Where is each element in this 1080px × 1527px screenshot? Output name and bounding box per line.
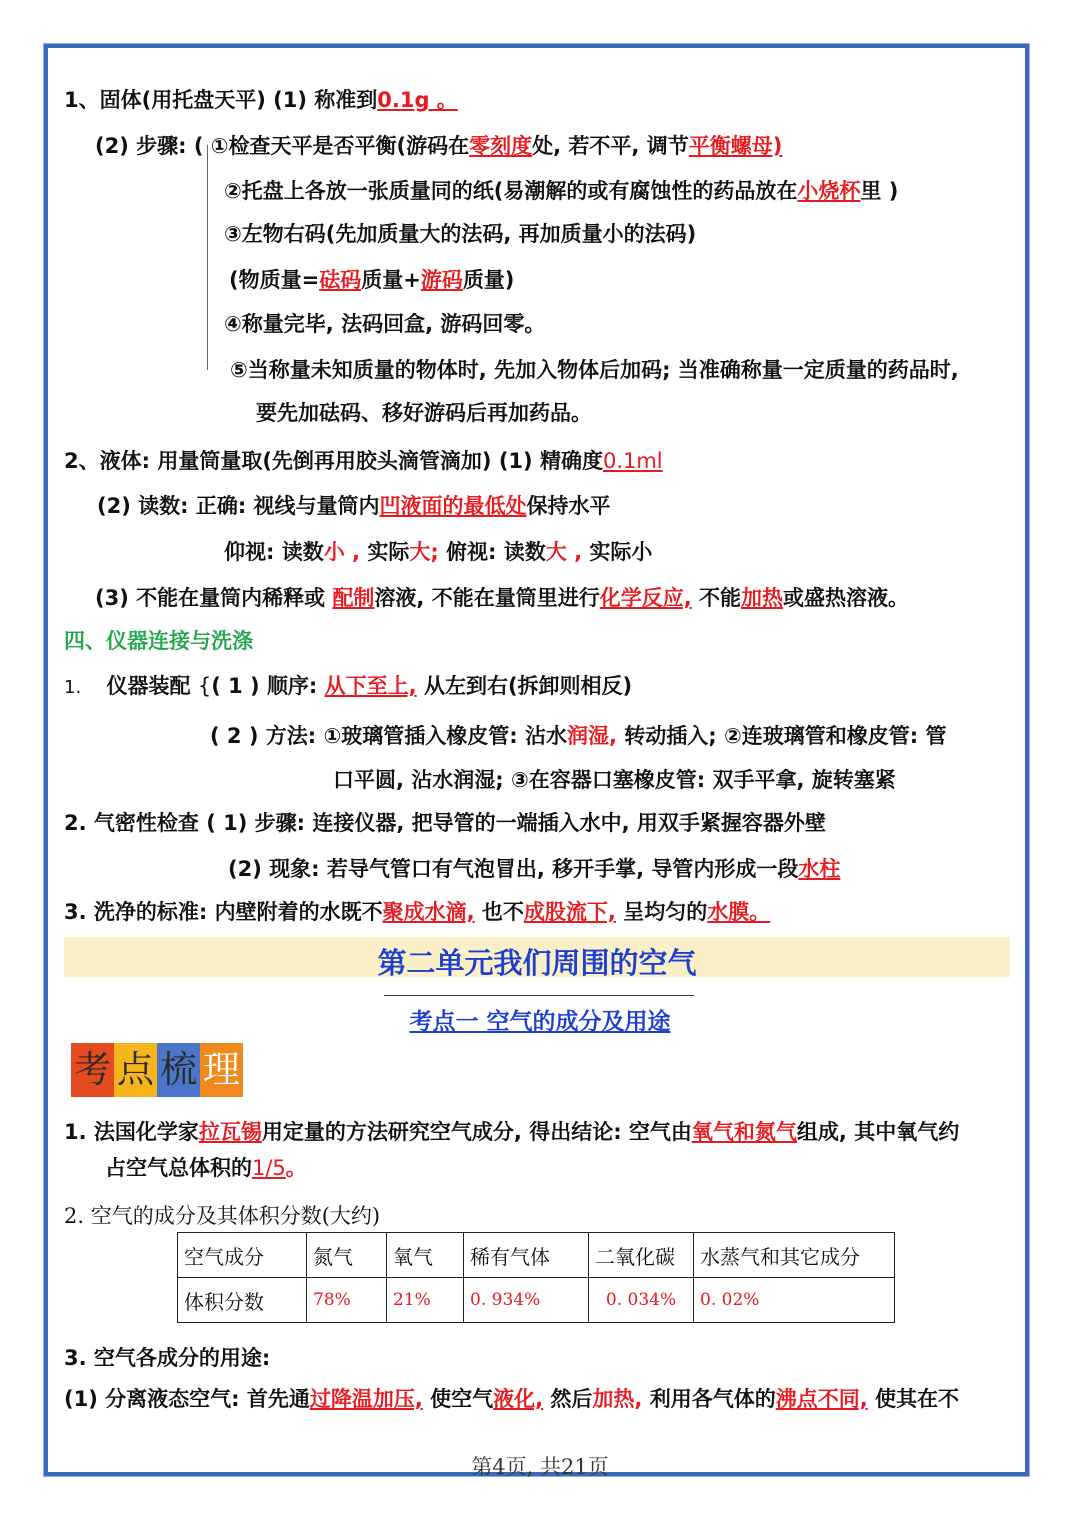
solid-weighing-line: 1、固体(用托盘天平) (1) 称准到0.1g 。	[64, 88, 458, 112]
badge-char: 理	[200, 1043, 243, 1097]
kaodian-rule	[384, 995, 694, 996]
badge-char: 考	[71, 1043, 114, 1097]
table-row	[178, 1278, 895, 1323]
airtight-line-1: 2. 气密性检查 ( 1) 步骤: 连接仪器, 把导管的一端插入水中, 用双手紧握容器外壁	[64, 811, 826, 835]
table-cell: 0. 034%	[589, 1278, 694, 1323]
assembly-line-3: 口平圆, 沾水润湿; ③在容器口塞橡皮管: 双手平拿, 旋转塞紧	[333, 768, 896, 792]
liquid-line-1: 2、液体: 用量筒量取(先倒再用胶头滴管滴加) (1) 精确度0.1ml	[64, 449, 663, 473]
steps-line-4: ④称量完毕, 法码回盒, 游码回零。	[224, 312, 546, 336]
assembly-line-1: 1. 仪器装配 {( 1 ) 顺序: 从下至上, 从左到右(拆卸则相反)	[64, 674, 633, 698]
mass-formula: (物质量=砝码质量+游码质量)	[229, 268, 515, 292]
kaodian-title: 考点一 空气的成分及用途	[409, 1009, 671, 1035]
table-cell: 氮气	[307, 1233, 387, 1278]
steps-line-5-cont: 要先加砝码、移好游码后再加药品。	[256, 401, 592, 425]
table-cell: 0. 934%	[464, 1278, 589, 1323]
table-cell: 78%	[307, 1278, 387, 1323]
steps-line-5: ⑤当称量未知质量的物体时, 先加入物体后加码; 当准确称量一定质量的药品时,	[230, 358, 959, 382]
badge-char: 点	[114, 1043, 157, 1097]
table-cell: 21%	[387, 1278, 464, 1323]
steps-line-3: ③左物右码(先加质量大的法码, 再加质量小的法码)	[224, 222, 697, 246]
kaodian-badge	[71, 1043, 243, 1097]
airtight-line-2: (2) 现象: 若导气管口有气泡冒出, 移开手掌, 导管内形成一段水柱	[228, 857, 841, 881]
table-cell: 空气成分	[178, 1233, 307, 1278]
table-header-row	[178, 1233, 895, 1278]
air-composition-table	[177, 1232, 895, 1323]
unit-title: 第二单元我们周围的空气	[377, 946, 697, 980]
steps-line-1: (2) 步骤: ( ①检查天平是否平衡(游码在零刻度处, 若不平, 调节平衡螺母)	[95, 134, 783, 158]
assembly-line-2: ( 2 ) 方法: ①玻璃管插入橡皮管: 沾水润湿, 转动插入; ②连玻璃管和橡皮管: 管	[210, 724, 947, 748]
lavoisier-line-2: 占空气总体积的1/5。	[105, 1156, 307, 1180]
steps-bracket	[207, 145, 208, 370]
composition-heading: 2. 空气的成分及其体积分数(大约)	[64, 1204, 381, 1228]
section-heading: 四、仪器连接与洗涤	[64, 629, 253, 653]
clean-standard-line: 3. 洗净的标准: 内壁附着的水既不聚成水滴, 也不成股流下, 呈均匀的水膜。	[64, 900, 771, 924]
table-cell: 氧气	[387, 1233, 464, 1278]
uses-heading: 3. 空气各成分的用途:	[64, 1346, 271, 1370]
table-cell: 二氧化碳	[589, 1233, 694, 1278]
page-number: 第4页, 共21页	[471, 1455, 609, 1479]
table-cell: 0. 02%	[694, 1278, 895, 1323]
liquid-view-line: 仰视: 读数小 , 实际大; 俯视: 读数大 , 实际小	[224, 540, 653, 564]
table-cell: 稀有气体	[464, 1233, 589, 1278]
liquid-reading-line: (2) 读数: 正确: 视线与量筒内凹液面的最低处保持水平	[97, 494, 611, 518]
unit-title-bar	[64, 937, 1010, 980]
lavoisier-line-1: 1. 法国化学家拉瓦锡用定量的方法研究空气成分, 得出结论: 空气由氧气和氮气组成, 其中氧气约	[64, 1120, 960, 1144]
liquid-rule-line: (3) 不能在量筒内稀释或 配制溶液, 不能在量筒里进行化学反应, 不能加热或盛热溶液。	[95, 586, 910, 610]
table-cell: 水蒸气和其它成分	[694, 1233, 895, 1278]
badge-char: 梳	[157, 1043, 200, 1097]
separation-line: (1) 分离液态空气: 首先通过降温加压, 使空气液化, 然后加热, 利用各气体的沸点不同, 使其在不	[64, 1387, 960, 1411]
table-cell: 体积分数	[178, 1278, 307, 1323]
steps-line-2: ②托盘上各放一张质量同的纸(易潮解的或有腐蚀性的药品放在小烧杯里 )	[224, 179, 899, 203]
